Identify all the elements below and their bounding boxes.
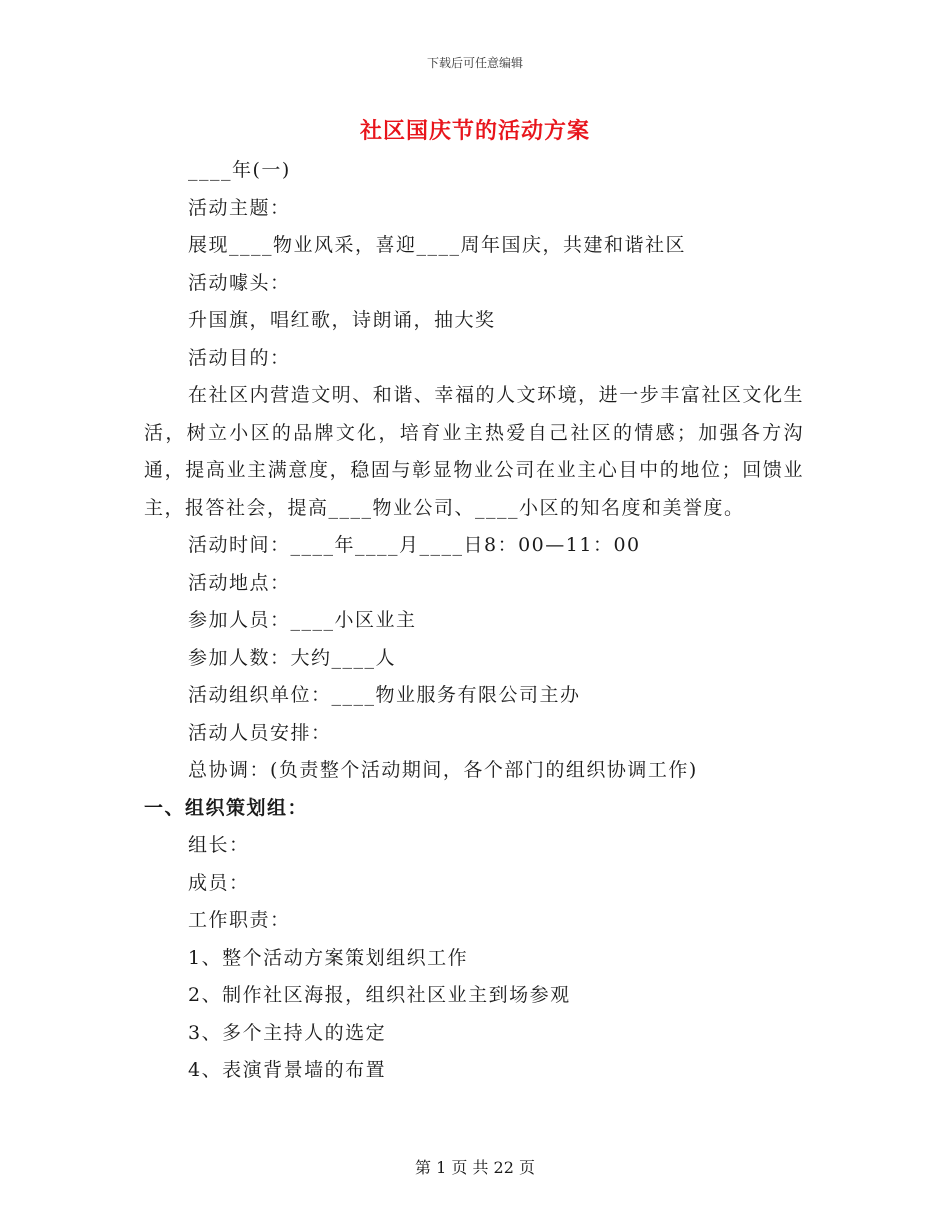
purpose-paragraph: 在社区内营造文明、和谐、幸福的人文环境，进一步丰富社区文化生活，树立小区的品牌文化，培育业主热爱自己社区的情感；加强各方沟通，提高业主满意度，稳固与彰显物业公司在业主心目中的地位；回馈业主，报答社会，提高____物业公司、____小区的知名度和美誉度。 [144,384,804,519]
header-note: 下载后可任意编辑 [426,56,523,70]
purpose-label: 活动目的： [188,346,291,369]
theme-label: 活动主题： [188,196,291,219]
highlight-text: 升国旗，唱红歌，诗朗诵，抽大奖 [188,309,496,331]
theme-text: 展现____物业风采，喜迎____周年国庆，共建和谐社区 [188,234,687,256]
coordinator-line: 总协调：(负责整个活动期间，各个部门的组织协调工作) [188,759,698,781]
highlight-label: 活动噱头： [188,271,291,294]
year-line: ____年(一) [188,159,291,181]
organizer-line: 活动组织单位：____物业服务有限公司主办 [188,684,581,706]
staff-arrangement-line: 活动人员安排： [188,721,332,744]
page-footer: 第 1 页 共 22 页 [415,1158,535,1177]
location-line: 活动地点： [188,571,291,594]
participant-count-line: 参加人数：大约____人 [188,646,397,669]
participants-line: 参加人员：____小区业主 [188,609,417,631]
duties-label: 工作职责： [188,909,291,931]
members-line: 成员： [188,871,250,894]
duty-item-4: 4、表演背景墙的布置 [188,1059,387,1081]
leader-line: 组长： [188,834,250,856]
document-body [144,152,804,1090]
duty-item-1: 1、整个活动方案策划组织工作 [188,946,469,969]
duty-item-2: 2、制作社区海报，组织社区业主到场参观 [188,984,571,1006]
document-title: 社区国庆节的活动方案 [359,118,590,144]
duty-item-3: 3、多个主持人的选定 [188,1021,387,1044]
section-heading: 一、组织策划组： [144,796,309,819]
time-line: 活动时间：____年____月____日8：00—11：00 [188,534,641,556]
